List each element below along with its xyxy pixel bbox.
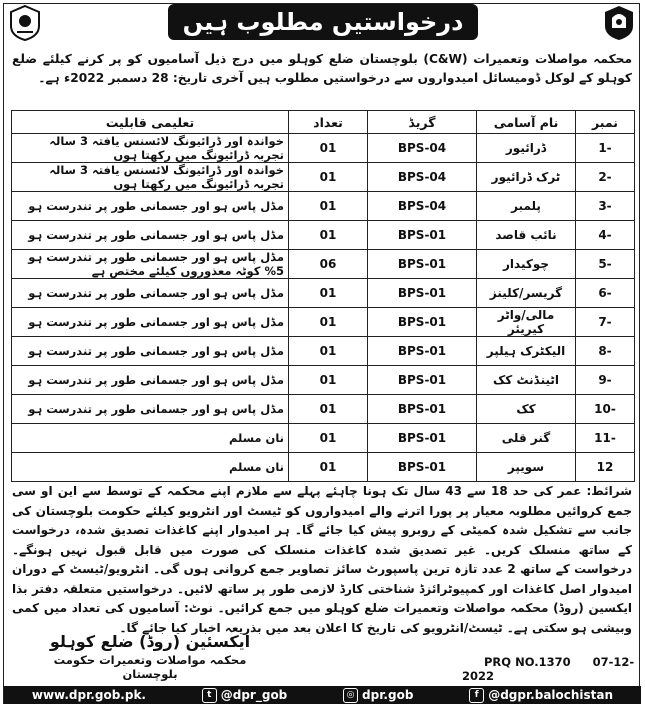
position-grade: BPS-04	[368, 192, 477, 221]
table-row	[12, 250, 635, 279]
position-qualification: نان مسلم	[12, 424, 289, 453]
twitter-handle: @dpr_gob	[220, 688, 288, 702]
row-number: 11-	[576, 424, 635, 453]
terms-paragraph: شرائط: عمر کی حد 18 سے 43 سال تک ہونا چاہئے پہلے سے ملازم اپنے محکمہ کے توسط سے این او سی جمع کروائیں مطلوبہ معیار پر پورا اترنے والے امیدواروں کو ٹیسٹ اور انٹرویو کیلئے حکومت بلوچستان کی جانب سے تشکیل شدہ کمیٹی کے روبرو پیش کیا جائے گا۔ ہر امیدوار اپنے کاغذات تصدیق شدہ، درخواست کے ساتھ منسلک کریں۔ غیر تصدیق شدہ کاغذات منسلک کی صورت میں قابل قبول نہیں ہونگے۔ درخواست کے ساتھ 2 عدد تازہ ترین پاسپورٹ سائز تصاویر جمع کروانی ہوں گی۔ انٹرویو/ٹیسٹ کے دوران امیدوار اصل کاغذات اور کمپیوٹرائزڈ شناختی کارڈ لازمی طور پر ساتھ لائیں۔ درخواستیں متعلقہ دفتر بذا ایکسین (روڈ) محکمہ مواصلات وتعمیرات ضلع کوہلو میں جمع کرائیں۔ نوٹ: آسامیوں کی تعداد میں کمی وبیشی ہو سکتی ہے۔ ٹیسٹ/انٹرویو کی تاریخ کا اعلان بعد میں بذریعہ اخبار کیا جائے گا۔	[12, 484, 633, 635]
instagram-handle: dpr.gob	[362, 688, 414, 702]
signatory-title: ایکسئین (روڈ) ضلع کوہلو	[49, 632, 251, 651]
row-number: 10-	[576, 395, 635, 424]
position-grade: BPS-04	[368, 163, 477, 192]
position-qualification: مڈل پاس ہو اور جسمانی طور پر تندرست ہو	[12, 221, 289, 250]
prq-reference	[462, 655, 645, 683]
footer-bar	[4, 686, 641, 704]
position-grade: BPS-01	[368, 395, 477, 424]
website-text: www.dpr.gob.pk.	[31, 688, 146, 702]
position-title: چوکیدار	[477, 250, 576, 279]
table-row	[12, 163, 635, 192]
position-qualification: مڈل پاس ہو اور جسمانی طور پر تندرست ہو	[12, 395, 289, 424]
balochistan-emblem-icon	[8, 4, 42, 42]
row-number: 9-	[576, 366, 635, 395]
row-number: 2-	[576, 163, 635, 192]
position-quantity: 01	[289, 192, 368, 221]
footer-instagram[interactable]	[343, 688, 413, 703]
table-row	[12, 395, 635, 424]
position-title: گنر قلی	[477, 424, 576, 453]
government-seal-icon	[602, 4, 636, 42]
table-row	[12, 134, 635, 163]
position-title: اٹینڈنٹ کک	[477, 366, 576, 395]
table-row	[12, 279, 635, 308]
table-row	[12, 366, 635, 395]
position-qualification: نان مسلم	[12, 453, 289, 482]
row-number: 3-	[576, 192, 635, 221]
row-number: 4-	[576, 221, 635, 250]
table-row	[12, 453, 635, 482]
table-row	[12, 424, 635, 453]
table-row	[12, 308, 635, 337]
position-grade: BPS-01	[368, 424, 477, 453]
signature-block	[40, 632, 260, 681]
position-title: مالی/واٹر کیریئر	[477, 308, 576, 337]
position-grade: BPS-01	[368, 308, 477, 337]
position-qualification: مڈل پاس ہو اور جسمانی طور پر تندرست ہو 5% کوٹہ معذوروں کیلئے مختص ہے	[12, 250, 289, 279]
position-quantity: 01	[289, 279, 368, 308]
footer-facebook[interactable]	[469, 688, 613, 703]
position-qualification: مڈل پاس ہو اور جسمانی طور پر تندرست ہو	[12, 337, 289, 366]
position-quantity: 01	[289, 134, 368, 163]
position-quantity: 01	[289, 221, 368, 250]
position-quantity: 01	[289, 424, 368, 453]
column-header: نام آسامی	[477, 111, 576, 134]
position-qualification: مڈل پاس ہو اور جسمانی طور پر تندرست ہو	[12, 279, 289, 308]
position-quantity: 01	[289, 453, 368, 482]
position-title: پلمبر	[477, 192, 576, 221]
signatory-department: محکمہ مواصلات وتعمیرات حکومت بلوچستان	[53, 653, 247, 681]
row-number: 5-	[576, 250, 635, 279]
header	[0, 0, 645, 50]
position-quantity: 01	[289, 366, 368, 395]
instagram-icon: ◎	[343, 688, 358, 703]
twitter-icon: t	[202, 688, 217, 703]
position-grade: BPS-01	[368, 366, 477, 395]
facebook-icon: f	[469, 688, 484, 703]
position-grade: BPS-01	[368, 221, 477, 250]
position-grade: BPS-01	[368, 250, 477, 279]
position-qualification: مڈل پاس ہو اور جسمانی طور پر تندرست ہو	[12, 308, 289, 337]
position-title: ٹرک ڈرائیور	[477, 163, 576, 192]
intro-paragraph: محکمہ مواصلات وتعمیرات (C&W) بلوچستان ضلع کوہلو میں درج ذیل آسامیوں کو پر کرنے کیلئے ضلع کوہلو کے لوکل ڈومیسائل امیدواروں سے درخواستیں مطلوب ہیں آخری تاریخ: 28 دسمبر 2022ء ہے۔	[12, 52, 632, 85]
footer-twitter[interactable]	[202, 688, 288, 703]
positions-table	[11, 110, 635, 482]
position-title: نائب قاصد	[477, 221, 576, 250]
position-title: ڈرائیور	[477, 134, 576, 163]
column-header: گریڈ	[368, 111, 477, 134]
position-title: الیکٹرک ہیلپر	[477, 337, 576, 366]
column-header: تعلیمی قابلیت	[12, 111, 289, 134]
position-qualification: مڈل پاس ہو اور جسمانی طور پر تندرست ہو	[12, 192, 289, 221]
position-quantity: 01	[289, 308, 368, 337]
facebook-handle: @dgpr.balochistan	[488, 688, 614, 702]
position-qualification: خواندہ اور ڈرائیونگ لائسنس یافتہ 3 سالہ تجربہ ڈرائیونگ میں رکھتا ہوں	[12, 134, 289, 163]
page-title: درخواستیں مطلوب ہیں	[168, 4, 478, 40]
position-quantity: 01	[289, 337, 368, 366]
position-grade: BPS-04	[368, 134, 477, 163]
row-number: 7-	[576, 308, 635, 337]
table-header-row	[12, 111, 635, 134]
position-quantity: 06	[289, 250, 368, 279]
row-number: 8-	[576, 337, 635, 366]
row-number: 12	[576, 453, 635, 482]
table-row	[12, 337, 635, 366]
position-grade: BPS-01	[368, 279, 477, 308]
table-row	[12, 221, 635, 250]
prq-date: 07-12-2022	[462, 655, 635, 683]
position-grade: BPS-01	[368, 453, 477, 482]
position-title: گریسر/کلینز	[477, 279, 576, 308]
column-header: تعداد	[289, 111, 368, 134]
position-qualification: خواندہ اور ڈرائیونگ لائسنس یافتہ 3 سالہ تجربہ ڈرائیونگ میں رکھتا ہوں	[12, 163, 289, 192]
row-number: 1-	[576, 134, 635, 163]
position-quantity: 01	[289, 163, 368, 192]
row-number: 6-	[576, 279, 635, 308]
footer-website[interactable]	[32, 688, 146, 702]
table-row	[12, 192, 635, 221]
position-grade: BPS-01	[368, 337, 477, 366]
position-quantity: 01	[289, 395, 368, 424]
column-header: نمبر	[576, 111, 635, 134]
position-title: سویپر	[477, 453, 576, 482]
position-qualification: مڈل پاس ہو اور جسمانی طور پر تندرست ہو	[12, 366, 289, 395]
prq-number: PRQ NO.1370	[484, 655, 571, 669]
position-title: کک	[477, 395, 576, 424]
